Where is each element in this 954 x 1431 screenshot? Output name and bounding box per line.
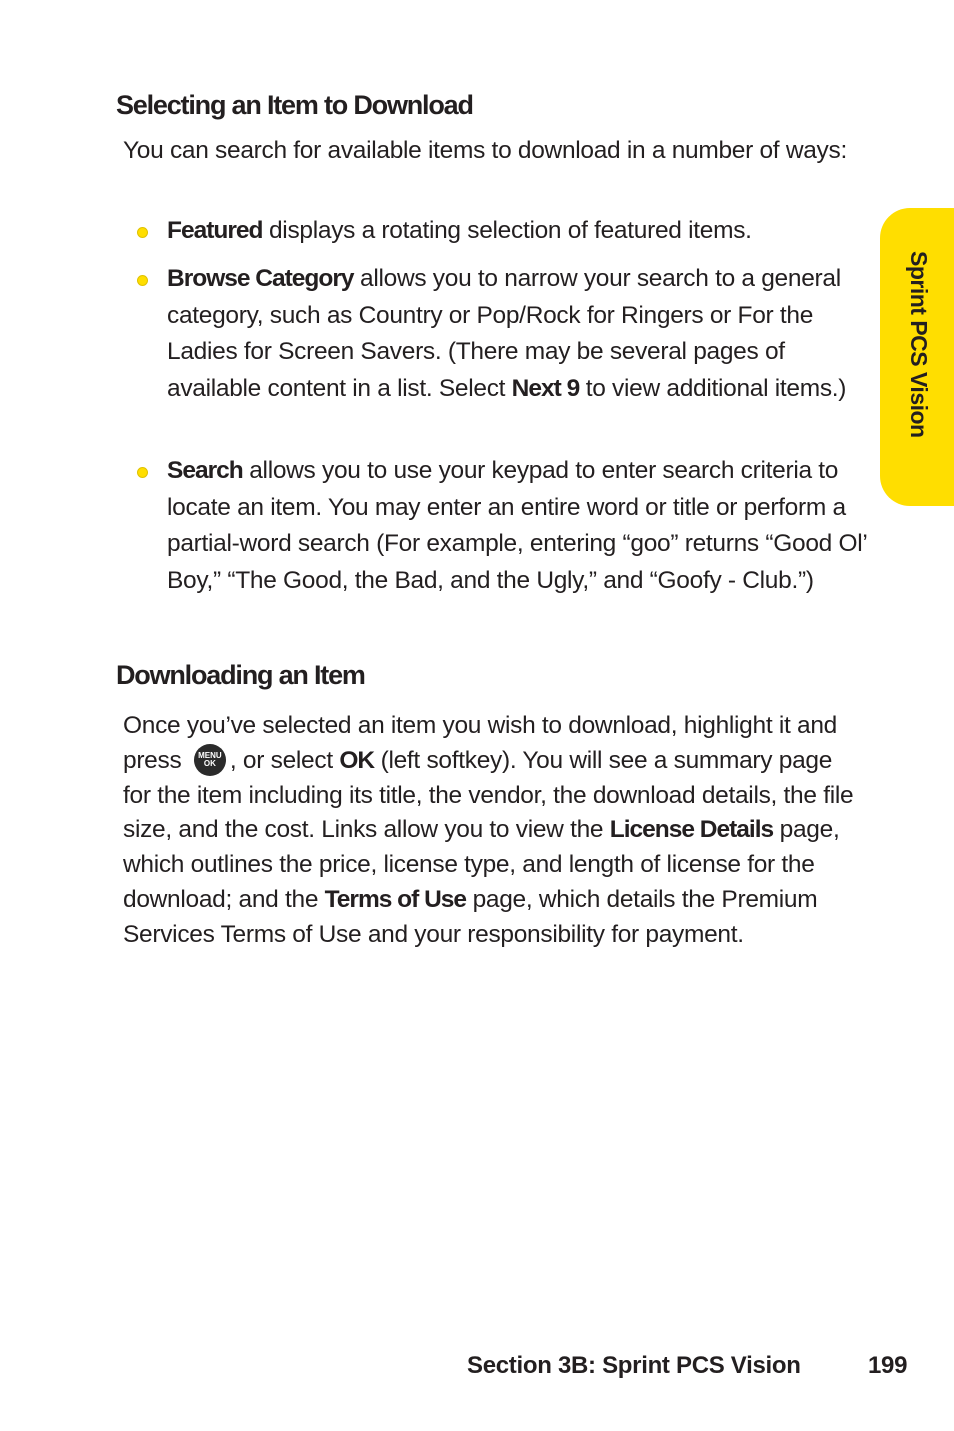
side-tab-label: Sprint PCS Vision xyxy=(906,251,932,438)
license-details-term: License Details xyxy=(609,816,774,844)
side-tab xyxy=(880,208,954,506)
bullet-icon xyxy=(137,467,148,478)
list-item-featured xyxy=(167,213,867,250)
ok-key-label: OK xyxy=(203,758,216,768)
browse-category-description-end: to view additional items.) xyxy=(579,374,847,402)
menu-key-label: MENU xyxy=(198,750,222,760)
term-featured: Featured xyxy=(167,217,263,244)
next-9-key: Next 9 xyxy=(511,374,580,402)
downloading-text-5: page, which details the Premium Services Terms of Use and your responsibility for payment. xyxy=(123,885,818,948)
terms-of-use-term: Terms of Use xyxy=(324,885,467,913)
search-description: allows you to use your keypad to enter search criteria to locate an item. You may enter an entire word or title or perform a partial-word search (For example, entering “goo” returns “Good Ol’ Boy,” “The Good, the Bad, and the Ugly,” and “Goofy - Club.”) xyxy=(167,457,867,594)
list-item-search xyxy=(167,453,867,599)
menu-ok-key-icon xyxy=(194,744,226,776)
ok-term: OK xyxy=(339,746,375,774)
downloading-text-2: , or select xyxy=(229,746,340,774)
section-heading-selecting: Selecting an Item to Download xyxy=(116,90,473,120)
downloading-text-3: (left softkey). You will see a summary page for the item including its title, the vendor, the download details, the file size, and the cost. Links allow you to view the xyxy=(123,746,854,844)
downloading-text-4: page, which outlines the price, license type, and length of license for the download; and the xyxy=(123,816,840,913)
intro-paragraph: You can search for available items to download in a number of ways: xyxy=(123,137,847,164)
bullet-icon xyxy=(137,275,148,286)
downloading-text-1: Once you’ve selected an item you wish to download, highlight it and press xyxy=(123,712,837,774)
featured-description: displays a rotating selection of featured items. xyxy=(262,217,752,244)
bullet-icon xyxy=(137,227,148,238)
list-item-browse-category xyxy=(167,261,867,407)
downloading-paragraph xyxy=(123,709,863,953)
term-browse-category: Browse Category xyxy=(167,265,354,292)
term-search: Search xyxy=(167,457,243,484)
page-number: 199 xyxy=(868,1352,908,1379)
footer-section-title: Section 3B: Sprint PCS Vision xyxy=(467,1352,801,1379)
browse-category-description: allows you to narrow your search to a general category, such as Country or Pop/Rock for Ringers or For the Ladies for Screen Savers. (There may be several pages of available content in a list. Select xyxy=(167,265,841,402)
section-heading-downloading: Downloading an Item xyxy=(116,660,365,690)
